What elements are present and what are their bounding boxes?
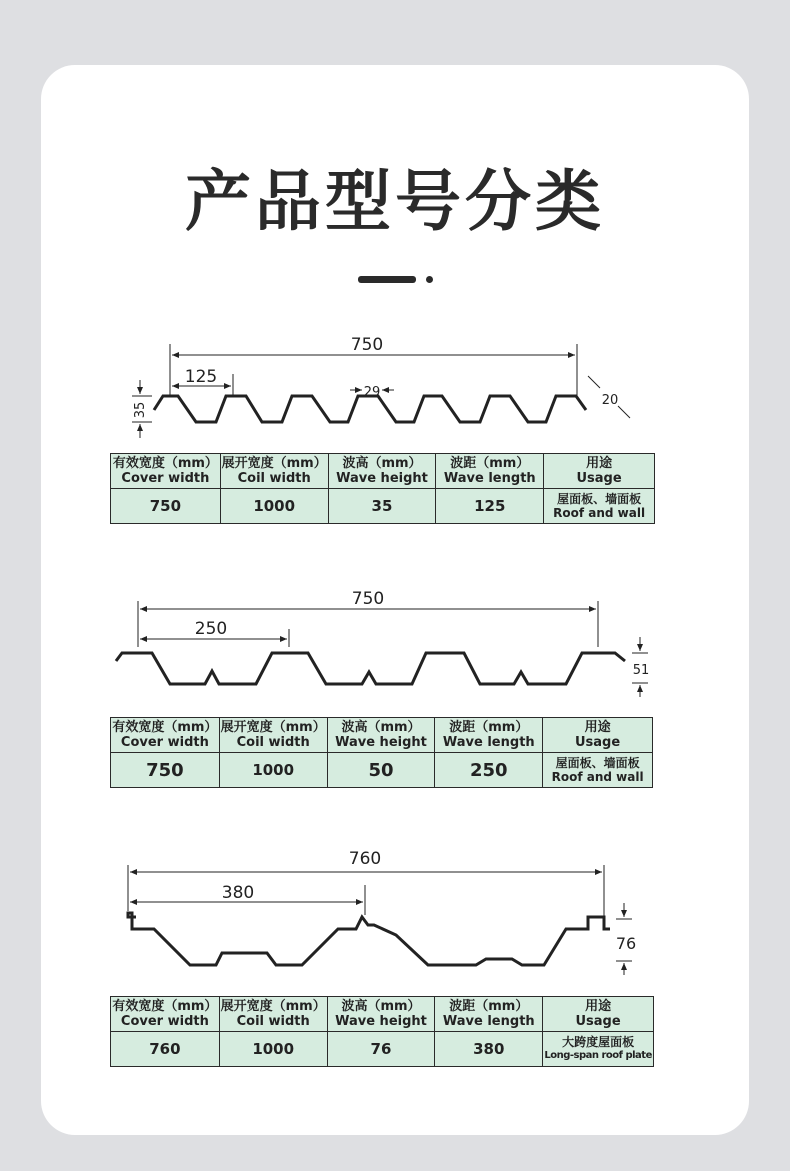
table-header-row xyxy=(111,454,655,489)
table-row xyxy=(111,1032,654,1067)
cell-cover-width: 750 xyxy=(111,489,221,524)
cell-usage: 屋面板、墙面板 Roof and wall xyxy=(544,489,655,524)
profile-2-drawing xyxy=(0,585,790,710)
cell-coil-width: 1000 xyxy=(219,1032,327,1067)
cell-wave-height: 35 xyxy=(328,489,436,524)
header-usage: 用途 Usage xyxy=(544,454,655,489)
cell-usage: 屋面板、墙面板 Roof and wall xyxy=(543,753,653,788)
header-wave-height: 波高（mm） Wave height xyxy=(327,718,435,753)
profile-3-spec-table xyxy=(110,996,654,1067)
profile-3-total-dim: 760 xyxy=(348,849,382,869)
profile-3-pitch-dim: 380 xyxy=(221,883,255,903)
profile-1-drawing xyxy=(0,330,790,450)
table-header-row xyxy=(111,997,654,1032)
header-usage: 用途 Usage xyxy=(543,718,653,753)
cell-coil-width: 1000 xyxy=(220,489,328,524)
cell-cover-width: 750 xyxy=(111,753,220,788)
profile-1-rib-dim: 29 xyxy=(363,385,381,400)
profile-3-height-dim: 76 xyxy=(615,934,637,953)
header-usage: 用途 Usage xyxy=(543,997,654,1032)
table-row xyxy=(111,753,653,788)
header-coil-width: 展开宽度（mm） Coil width xyxy=(219,718,327,753)
profile-1-height-dim: 35 xyxy=(133,401,148,419)
profile-1-pitch-dim: 125 xyxy=(184,367,218,387)
header-cover-width: 有效宽度（mm） Cover width xyxy=(111,718,220,753)
header-coil-width: 展开宽度（mm） Coil width xyxy=(220,454,328,489)
profile-2-pitch-dim: 250 xyxy=(194,619,228,639)
profile-1-spec-table xyxy=(110,453,655,524)
cell-cover-width: 760 xyxy=(111,1032,220,1067)
table-header-row xyxy=(111,718,653,753)
cell-wave-height: 76 xyxy=(327,1032,435,1067)
cell-wave-height: 50 xyxy=(327,753,435,788)
cell-wave-length: 250 xyxy=(435,753,543,788)
cell-usage: 大跨度屋面板 Long-span roof plate xyxy=(543,1032,654,1067)
header-wave-length: 波距（mm） Wave length xyxy=(435,997,543,1032)
header-wave-height: 波高（mm） Wave height xyxy=(327,997,435,1032)
header-cover-width: 有效宽度（mm） Cover width xyxy=(111,997,220,1032)
header-wave-height: 波高（mm） Wave height xyxy=(328,454,436,489)
profile-2-spec-table xyxy=(110,717,653,788)
profile-3-drawing xyxy=(0,845,790,985)
title-dot xyxy=(426,276,433,283)
cell-coil-width: 1000 xyxy=(219,753,327,788)
header-coil-width: 展开宽度（mm） Coil width xyxy=(219,997,327,1032)
profile-2-total-dim: 750 xyxy=(351,589,385,609)
profile-1-total-dim: 750 xyxy=(350,335,384,355)
header-cover-width: 有效宽度（mm） Cover width xyxy=(111,454,221,489)
header-wave-length: 波距（mm） Wave length xyxy=(436,454,544,489)
title-underline xyxy=(358,276,416,283)
table-row xyxy=(111,489,655,524)
profile-2-height-dim: 51 xyxy=(632,663,650,678)
page-title: 产品型号分类 xyxy=(185,163,605,240)
header-wave-length: 波距（mm） Wave length xyxy=(435,718,543,753)
cell-wave-length: 380 xyxy=(435,1032,543,1067)
profile-1-edge-dim: 20 xyxy=(601,393,619,408)
cell-wave-length: 125 xyxy=(436,489,544,524)
